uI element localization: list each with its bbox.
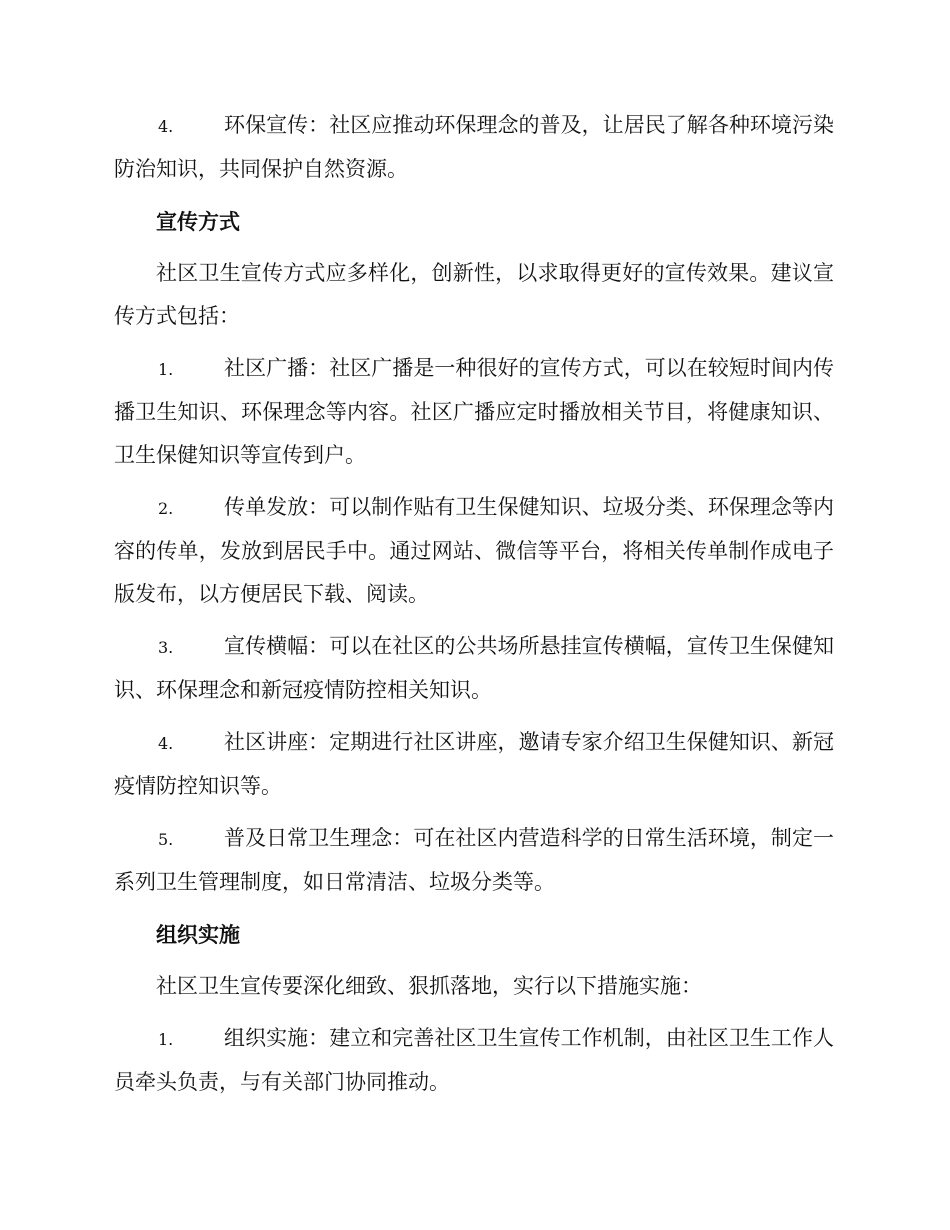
list-item-number: 4. [158, 117, 174, 136]
paragraph: 社区卫生宣传方式应多样化，创新性，以求取得更好的宣传效果。建议宣传方式包括： [114, 261, 834, 328]
list-item [114, 486, 834, 616]
list-item [114, 625, 834, 712]
list-item-text: 传单发放：可以制作贴有卫生保健知识、垃圾分类、环保理念等内容的传单，发放到居民手中。通过网站、微信等平台，将相关传单制作成电子版发布，以方便居民下载、阅读。 [114, 495, 834, 606]
list-item-text: 社区讲座：定期进行社区讲座，邀请专家介绍卫生保健知识、新冠疫情防控知识等。 [114, 730, 834, 798]
list-item-number: 1. [158, 1030, 174, 1049]
list-item-number: 1. [158, 360, 174, 379]
list-item-number: 4. [158, 734, 174, 753]
list-item-text: 社区广播：社区广播是一种很好的宣传方式，可以在较短时间内传播卫生知识、环保理念等内容。社区广播应定时播放相关节目，将健康知识、卫生保健知识等宣传到户。 [114, 356, 834, 467]
list-item-text: 宣传横幅：可以在社区的公共场所悬挂宣传横幅，宣传卫生保健知识、环保理念和新冠疫情防控相关知识。 [114, 634, 834, 702]
list-item-number: 2. [158, 499, 174, 518]
list-item [114, 721, 834, 808]
list-item-text: 组织实施：建立和完善社区卫生宣传工作机制，由社区卫生工作人员牵头负责，与有关部门协同推动。 [114, 1026, 834, 1094]
paragraph: 社区卫生宣传要深化细致、狠抓落地，实行以下措施实施： [156, 974, 702, 998]
list-item [114, 104, 834, 191]
list-item [114, 817, 834, 904]
section-heading: 宣传方式 [156, 209, 240, 234]
list-item [114, 347, 834, 477]
list-item-number: 5. [158, 830, 174, 849]
list-item-number: 3. [158, 638, 174, 657]
section-heading: 组织实施 [156, 922, 240, 947]
list-item-text: 环保宣传：社区应推动环保理念的普及，让居民了解各种环境污染防治知识，共同保护自然资源。 [114, 113, 834, 181]
list-item-text: 普及日常卫生理念：可在社区内营造科学的日常生活环境，制定一系列卫生管理制度，如日常清洁、垃圾分类等。 [114, 826, 834, 894]
document-body [114, 104, 834, 1113]
list-item [114, 1017, 834, 1104]
